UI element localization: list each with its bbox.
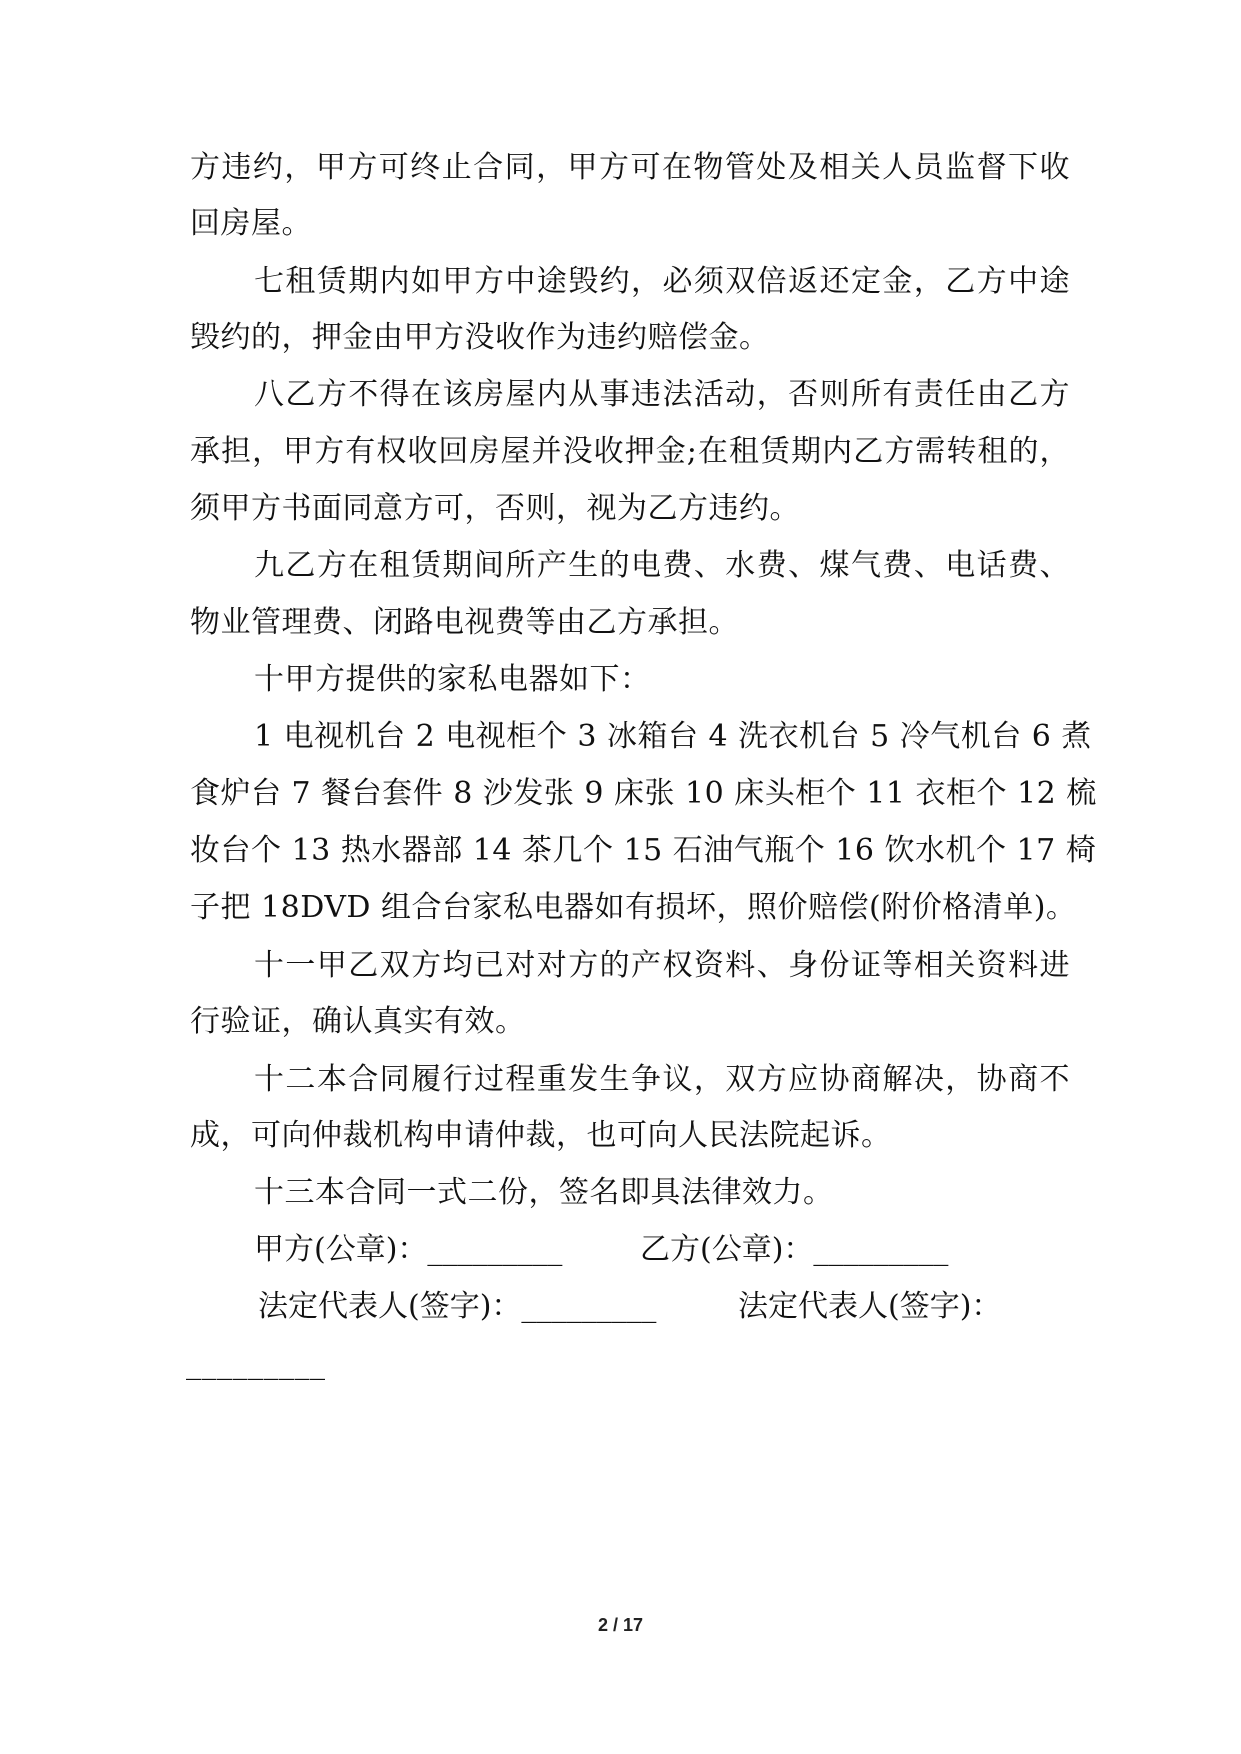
party-b-representative-blank: _________ (186, 1346, 326, 1381)
paragraph-line: 食炉台 7 餐台套件 8 沙发张 9 床张 10 床头柜个 11 衣柜个 12 梳 (190, 776, 1097, 811)
paragraph-line: 物业管理费、闭路电视费等由乙方承担。 (190, 605, 739, 640)
paragraph-line: 妆台个 13 热水器部 14 茶几个 15 石油气瓶个 16 饮水机个 17 椅 (190, 833, 1097, 868)
paragraph-line: 须甲方书面同意方可，否则，视为乙方违约。 (190, 491, 800, 526)
paragraph-line: 七租赁期内如甲方中途毁约，必须双倍返还定金，乙方中途 (254, 264, 1070, 299)
paragraph-line: 回房屋。 (190, 206, 312, 241)
party-b-representative: 法定代表人(签字)： (738, 1289, 1002, 1324)
paragraph-line: 成，可向仲裁机构申请仲裁，也可向人民法院起诉。 (190, 1118, 892, 1153)
paragraph-line: 子把 18DVD 组合台家私电器如有损坏，照价赔偿(附价格清单)。 (190, 890, 1077, 925)
paragraph-line: 九乙方在租赁期间所产生的电费、水费、煤气费、电话费、 (254, 548, 1070, 583)
paragraph-line: 方违约，甲方可终止合同，甲方可在物管处及相关人员监督下收 (190, 150, 1070, 185)
party-b-signature: 乙方(公章)：_________ (640, 1232, 949, 1267)
party-a-signature: 甲方(公章)：_________ (254, 1232, 563, 1267)
paragraph-line: 十二本合同履行过程重发生争议，双方应协商解决，协商不 (254, 1062, 1070, 1097)
paragraph-line: 承担，甲方有权收回房屋并没收押金;在租赁期内乙方需转租的， (190, 434, 1070, 469)
paragraph-line: 行验证，确认真实有效。 (190, 1004, 526, 1039)
paragraph-line: 1 电视机台 2 电视柜个 3 冰箱台 4 洗衣机台 5 冷气机台 6 煮 (254, 719, 1092, 754)
paragraph-line: 毁约的，押金由甲方没收作为违约赔偿金。 (190, 320, 770, 355)
paragraph-line: 十甲方提供的家私电器如下： (254, 662, 651, 697)
paragraph-line: 十三本合同一式二份，签名即具法律效力。 (254, 1175, 834, 1210)
page-number: 2 / 17 (597, 1615, 644, 1635)
paragraph-line: 八乙方不得在该房屋内从事违法活动，否则所有责任由乙方 (254, 377, 1070, 412)
party-a-representative: 法定代表人(签字)：_________ (258, 1289, 657, 1324)
paragraph-line: 十一甲乙双方均已对对方的产权资料、身份证等相关资料进 (254, 948, 1070, 983)
